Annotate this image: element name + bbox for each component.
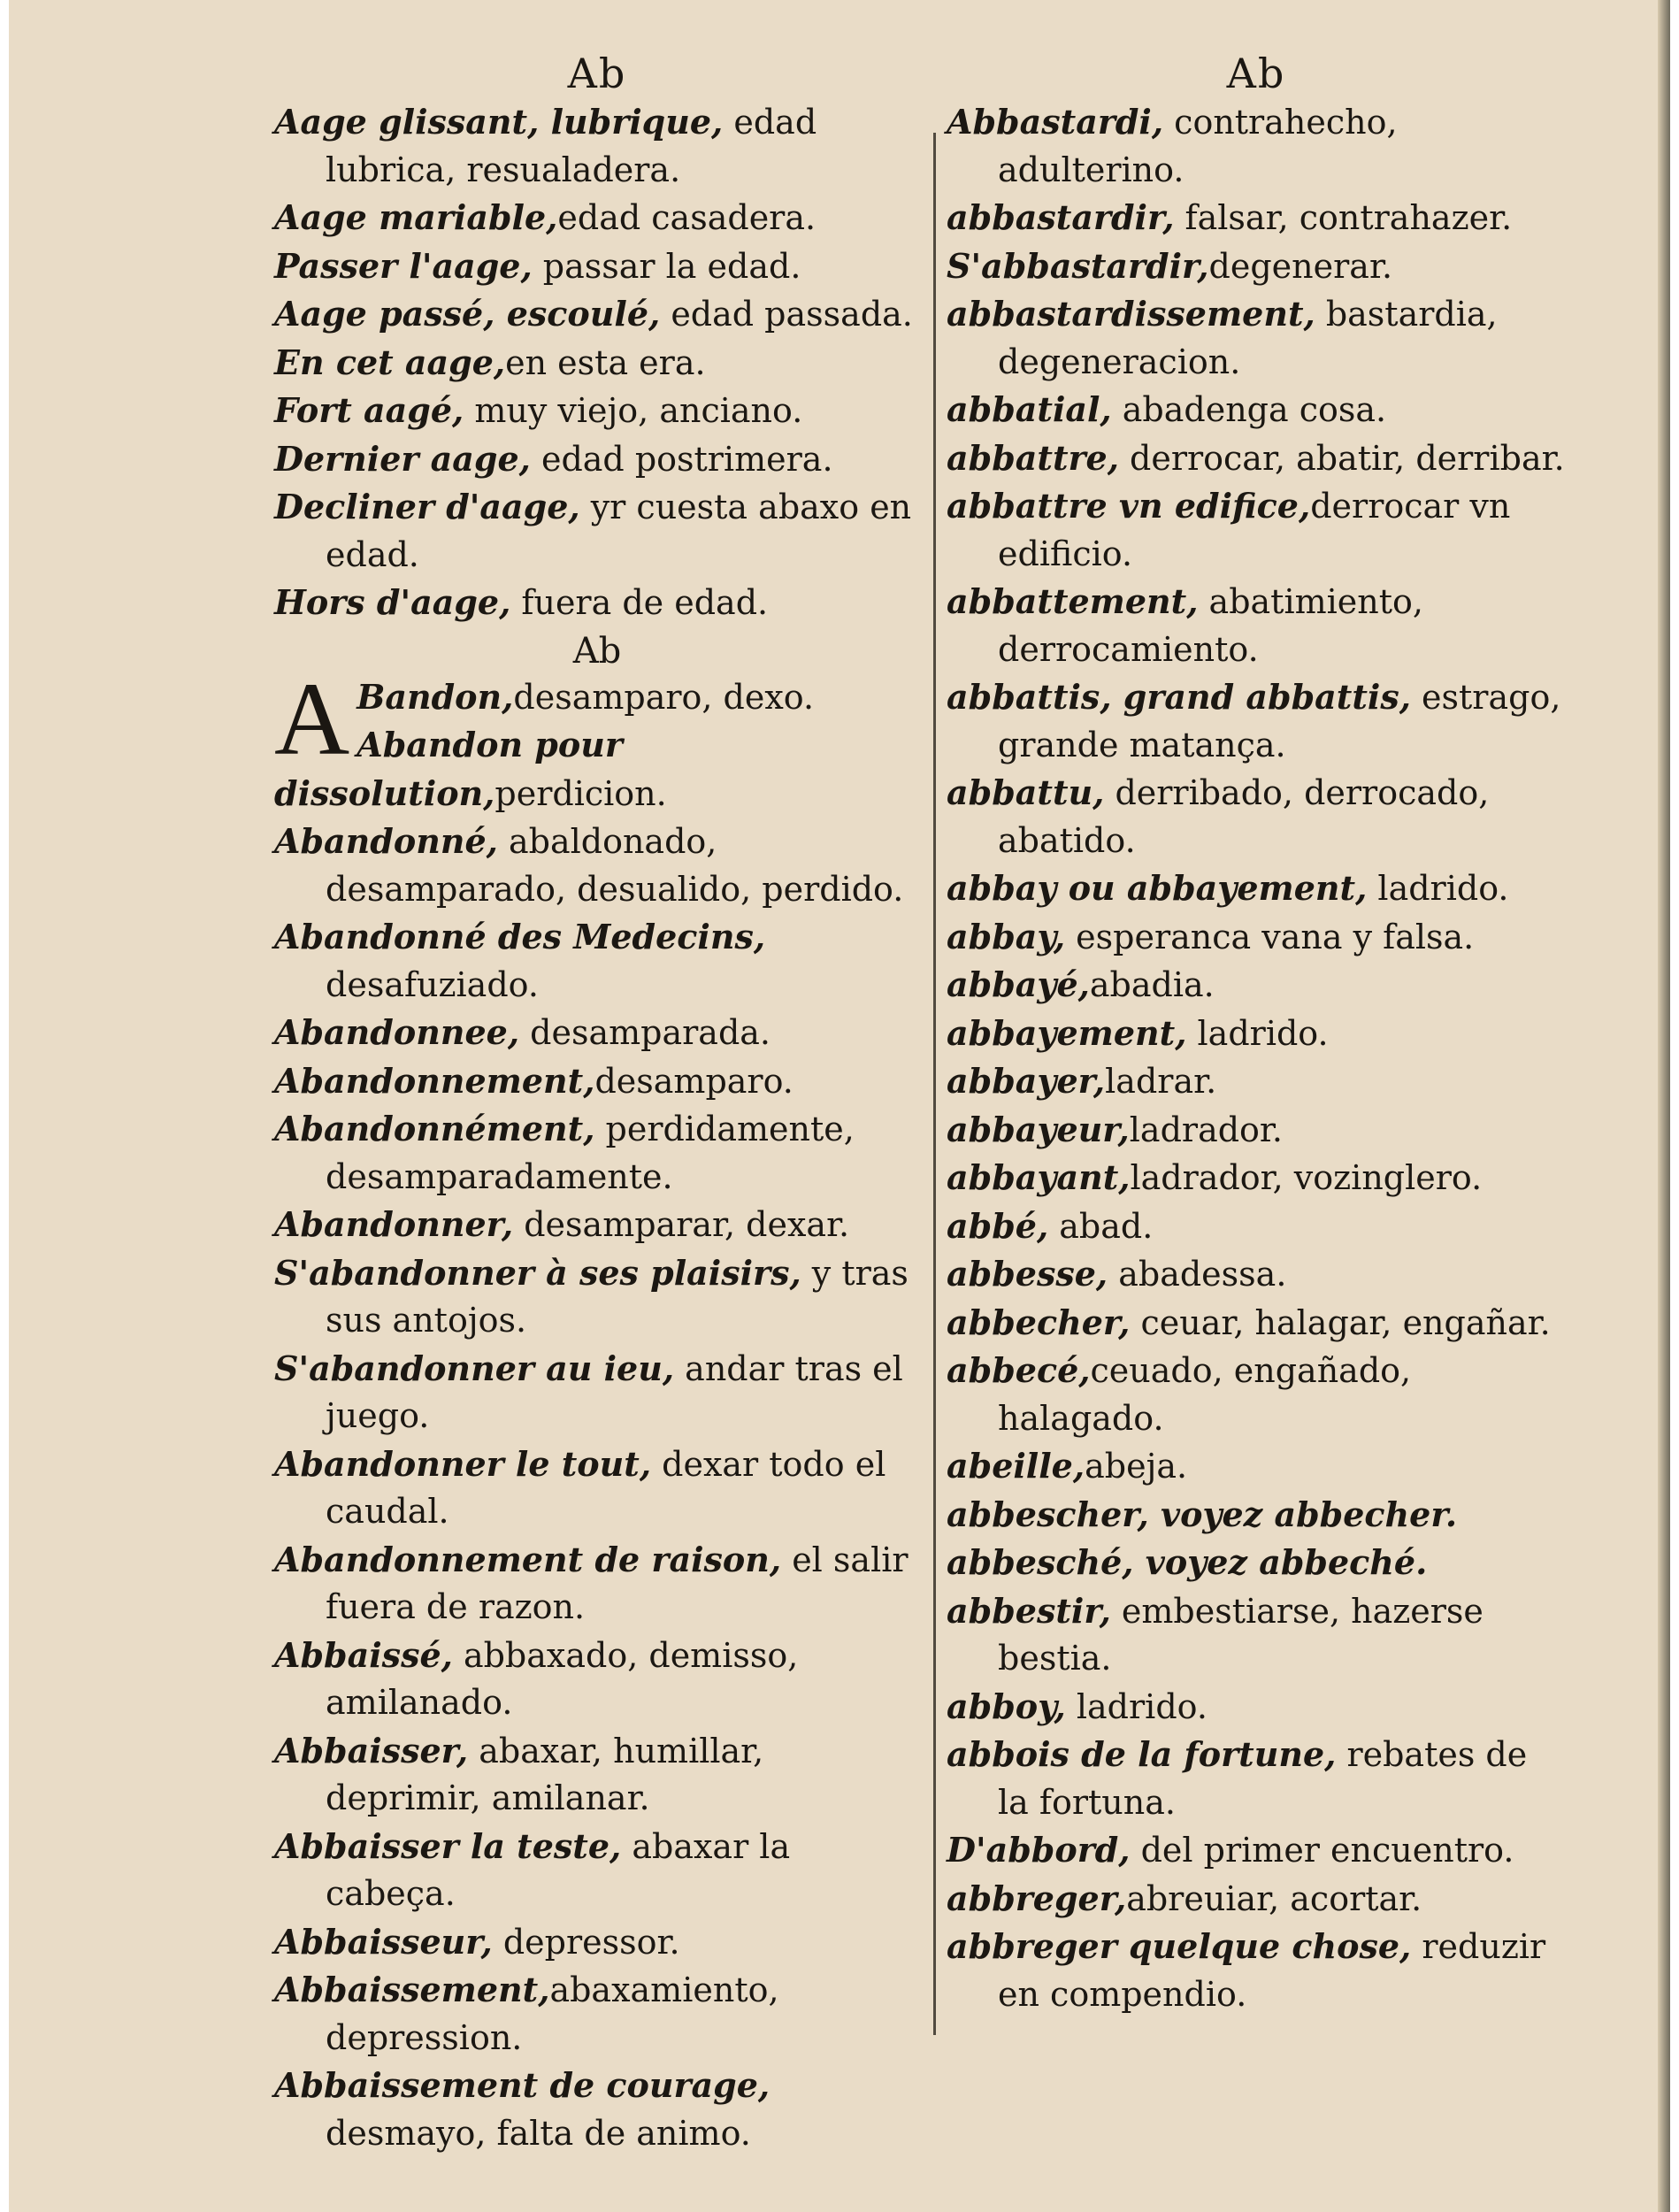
drop-entry-line-1 xyxy=(274,673,920,722)
translation: perdidamente, desamparadamente. xyxy=(326,1110,855,1196)
dictionary-entry xyxy=(274,1057,920,1106)
headword: Aage mariable, xyxy=(274,197,558,237)
headword: abbreger, xyxy=(947,1878,1127,1918)
translation: abeja. xyxy=(1085,1447,1188,1486)
translation: el salir fuera de razon. xyxy=(326,1540,908,1626)
translation: desmayo, falta de animo. xyxy=(326,2113,751,2153)
translation: falsar, contrahazer. xyxy=(1174,198,1513,237)
dictionary-entry xyxy=(947,434,1566,483)
dictionary-entry xyxy=(947,769,1566,864)
translation: passar la edad. xyxy=(532,246,801,286)
dictionary-entry xyxy=(947,1731,1566,1826)
left-column xyxy=(274,49,920,2157)
dictionary-entry xyxy=(274,1918,920,1967)
headword: Abandonné des Medecins, xyxy=(274,917,766,956)
translation: edad lubrica, resualadera. xyxy=(326,103,817,189)
translation: abaldonado, desamparado, desualido, perdido. xyxy=(326,822,904,909)
headword: Dernier aage, xyxy=(274,438,531,479)
dictionary-entry xyxy=(947,1250,1566,1299)
dictionary-entry xyxy=(274,1249,920,1345)
headword: abbesché, voyez abbeché. xyxy=(947,1542,1428,1582)
translation: contrahecho, adulterino. xyxy=(998,103,1398,189)
translation: muy viejo, anciano. xyxy=(464,391,803,430)
drop-cap: A xyxy=(274,660,350,777)
translation: fuera de edad. xyxy=(510,583,769,622)
headword: Abandonnément, xyxy=(274,1109,595,1148)
headword: Aage passé, escoulé, xyxy=(274,294,661,334)
dictionary-entry xyxy=(274,387,920,435)
dictionary-entry xyxy=(947,194,1566,242)
headword: Abbaissement, xyxy=(274,1970,550,2009)
dictionary-entry xyxy=(274,1009,920,1057)
translation: rebates de la fortuna. xyxy=(998,1735,1528,1822)
dictionary-entry xyxy=(947,1539,1566,1587)
dictionary-entry xyxy=(274,913,920,1009)
headword: Decliner d'aage, xyxy=(274,487,580,526)
dictionary-entry xyxy=(274,98,920,194)
headword: Passer l'aage, xyxy=(274,245,533,286)
translation: reduzir en compendio. xyxy=(998,1927,1546,2014)
dictionary-page xyxy=(9,0,1670,2212)
dictionary-entry xyxy=(274,2062,920,2157)
headword: Abandonner le tout, xyxy=(274,1443,652,1484)
translation: estrago, grande matança. xyxy=(998,678,1561,764)
headword: abbayeur, xyxy=(947,1109,1130,1149)
dictionary-entry xyxy=(274,1966,920,2062)
section-heading: Ab xyxy=(572,630,622,672)
translation: y tras sus antojos. xyxy=(326,1253,908,1340)
left-entries-bottom xyxy=(274,818,920,2157)
dictionary-entry xyxy=(274,1536,920,1632)
dictionary-entry xyxy=(274,1440,920,1536)
headword: S'abbastardir, xyxy=(947,245,1209,286)
headword: abbattre vn edifice, xyxy=(947,486,1311,526)
translation: ladrador, vozinglero. xyxy=(1130,1158,1483,1197)
dictionary-entry xyxy=(947,1154,1566,1202)
translation: perdicion. xyxy=(494,773,667,813)
dictionary-entry xyxy=(947,961,1566,1010)
headword: Abandonnee, xyxy=(274,1012,520,1052)
translation: bastardia, degeneracion. xyxy=(998,295,1498,381)
headword: abbay ou abbayement, xyxy=(947,868,1368,908)
headword: abbastardir, xyxy=(947,197,1175,237)
dictionary-entry xyxy=(947,1923,1566,2018)
right-column xyxy=(947,49,1566,2018)
dictionary-entry xyxy=(947,242,1566,291)
translation: derribado, derrocado, abatido. xyxy=(998,773,1490,860)
translation: desamparada. xyxy=(519,1013,771,1052)
drop-entry-line-2 xyxy=(274,721,920,818)
translation: depressor. xyxy=(492,1922,680,1962)
translation: yr cuesta abaxo en edad. xyxy=(326,488,912,574)
headword: abbayé, xyxy=(947,964,1090,1004)
dictionary-entry xyxy=(274,242,920,291)
headword: Abandonner, xyxy=(274,1204,514,1244)
dictionary-entry xyxy=(274,339,920,388)
dictionary-entry xyxy=(947,1491,1566,1540)
dictionary-entry xyxy=(947,1057,1566,1106)
translation: desamparo, dexo. xyxy=(513,677,815,717)
dictionary-entry xyxy=(274,1201,920,1249)
headword: abbecé, xyxy=(947,1350,1091,1390)
dictionary-entry xyxy=(947,1299,1566,1348)
translation: andar tras el juego. xyxy=(326,1348,903,1435)
dictionary-entry xyxy=(274,1823,920,1918)
dictionary-entry xyxy=(274,1345,920,1440)
dictionary-entry xyxy=(274,1632,920,1727)
dictionary-entry xyxy=(947,1683,1566,1732)
translation: ceuado, engañado, halagado. xyxy=(998,1351,1412,1438)
translation: edad casadera. xyxy=(557,198,816,237)
dictionary-entry xyxy=(947,1347,1566,1442)
translation: abaxar la cabeça. xyxy=(326,1826,791,1913)
translation: ceuar, halagar, engañar. xyxy=(1130,1302,1551,1342)
headword: abbastardissement, xyxy=(947,294,1315,334)
headword: Bandon, xyxy=(356,676,514,717)
translation: derrocar, abatir, derribar. xyxy=(1118,438,1565,478)
headword: abbattre, xyxy=(947,437,1119,478)
headword: Abandonnement de raison, xyxy=(274,1539,782,1579)
dictionary-entry xyxy=(947,1010,1566,1058)
headword: Abandonné, xyxy=(274,821,498,861)
dictionary-entry xyxy=(947,1826,1566,1875)
translation: ladrar. xyxy=(1105,1062,1217,1101)
running-head-left: Ab xyxy=(567,50,627,97)
dictionary-entry xyxy=(274,579,920,627)
translation: abadessa. xyxy=(1108,1255,1287,1294)
dictionary-entry xyxy=(947,98,1566,194)
translation: degenerar. xyxy=(1208,246,1393,286)
headword: abbecher, xyxy=(947,1302,1131,1342)
headword: abbay, xyxy=(947,916,1066,956)
headword: S'abandonner à ses plaisirs, xyxy=(274,1252,801,1293)
headword: abbescher, voyez abbecher. xyxy=(947,1494,1458,1534)
translation: desafuziado. xyxy=(326,964,539,1004)
dictionary-entry xyxy=(947,673,1566,769)
dictionary-entry xyxy=(274,1105,920,1201)
headword: Abbaisseur, xyxy=(274,1921,493,1962)
dictionary-entry xyxy=(947,578,1566,673)
translation: abadia. xyxy=(1089,965,1215,1004)
headword: abbayer, xyxy=(947,1061,1106,1101)
translation: abreuiar, acortar. xyxy=(1126,1878,1422,1918)
dictionary-entry xyxy=(947,913,1566,962)
headword: Fort aagé, xyxy=(274,390,464,430)
right-entries xyxy=(947,98,1566,2018)
dictionary-entry xyxy=(274,818,920,913)
translation: edad passada. xyxy=(660,295,913,334)
translation: abad. xyxy=(1048,1206,1154,1246)
translation: ladrador. xyxy=(1129,1110,1283,1149)
headword: abbreger quelque chose, xyxy=(947,1926,1412,1966)
headword: abbattu, xyxy=(947,772,1105,812)
headword: abeille, xyxy=(947,1446,1085,1486)
translation: esperanca vana y falsa. xyxy=(1065,917,1475,956)
headword: abbayement, xyxy=(947,1012,1187,1053)
translation: edad postrimera. xyxy=(530,439,833,479)
headword: abbé, xyxy=(947,1205,1049,1246)
headword: D'abbord, xyxy=(947,1830,1131,1870)
dictionary-entry xyxy=(947,482,1566,578)
dictionary-entry xyxy=(274,435,920,484)
dictionary-entry xyxy=(947,386,1566,434)
headword: abboy, xyxy=(947,1686,1066,1726)
headword: Abbaisser, xyxy=(274,1730,469,1770)
running-head-right: Ab xyxy=(1226,50,1286,97)
translation: ladrido. xyxy=(1186,1013,1329,1053)
dictionary-entry xyxy=(947,864,1566,913)
headword: abbayant, xyxy=(947,1157,1131,1197)
headword: abbattis, grand abbattis, xyxy=(947,677,1411,717)
dictionary-entry xyxy=(947,1587,1566,1683)
dictionary-entry xyxy=(274,194,920,242)
headword: S'abandonner au ieu, xyxy=(274,1348,675,1388)
headword: Abbaissement de courage, xyxy=(274,2065,770,2105)
headword: abbattement, xyxy=(947,581,1199,621)
dictionary-entry xyxy=(274,483,920,579)
headword: Abandonnement, xyxy=(274,1060,595,1101)
headword: Abandon pour dissolution, xyxy=(274,725,623,813)
translation: embestiarse, hazerse bestia. xyxy=(998,1591,1484,1678)
headword: Abbaisser la teste, xyxy=(274,1825,622,1866)
translation: del primer encuentro. xyxy=(1130,1831,1514,1870)
headword: abbesse, xyxy=(947,1254,1108,1294)
dictionary-entry xyxy=(947,1106,1566,1155)
translation: ladrido. xyxy=(1367,869,1509,908)
headword: Aage glissant, lubrique, xyxy=(274,102,724,142)
dictionary-entry xyxy=(947,1442,1566,1491)
dictionary-entry xyxy=(947,290,1566,386)
dictionary-entry xyxy=(274,290,920,339)
translation: abadenga cosa. xyxy=(1111,390,1387,429)
headword: En cet aage, xyxy=(274,342,506,382)
headword: Hors d'aage, xyxy=(274,582,511,622)
translation: derrocar vn edificio. xyxy=(998,487,1511,573)
translation: ladrido. xyxy=(1065,1686,1208,1726)
drop-cap-entry xyxy=(274,660,920,818)
headword: Abbastardi, xyxy=(947,102,1164,142)
translation: abatimiento, derrocamiento. xyxy=(998,582,1423,669)
headword: Abbaissé, xyxy=(274,1634,453,1675)
translation: abaxar, humillar, deprimir, amilanar. xyxy=(326,1731,764,1817)
left-entries-top xyxy=(274,98,920,627)
column-rule xyxy=(933,133,936,2035)
translation: abaxamiento, depression. xyxy=(326,1970,779,2057)
translation: desamparo. xyxy=(594,1061,794,1101)
translation: abbaxado, demisso, amilanado. xyxy=(326,1635,799,1722)
translation: desamparar, dexar. xyxy=(513,1205,850,1244)
translation: dexar todo el caudal. xyxy=(326,1444,886,1531)
headword: abbestir, xyxy=(947,1590,1111,1631)
dictionary-entry xyxy=(947,1202,1566,1251)
headword: abbois de la fortune, xyxy=(947,1734,1337,1774)
headword: abbatial, xyxy=(947,389,1112,429)
translation: en esta era. xyxy=(505,342,706,382)
dictionary-entry xyxy=(947,1875,1566,1924)
dictionary-entry xyxy=(274,1727,920,1823)
